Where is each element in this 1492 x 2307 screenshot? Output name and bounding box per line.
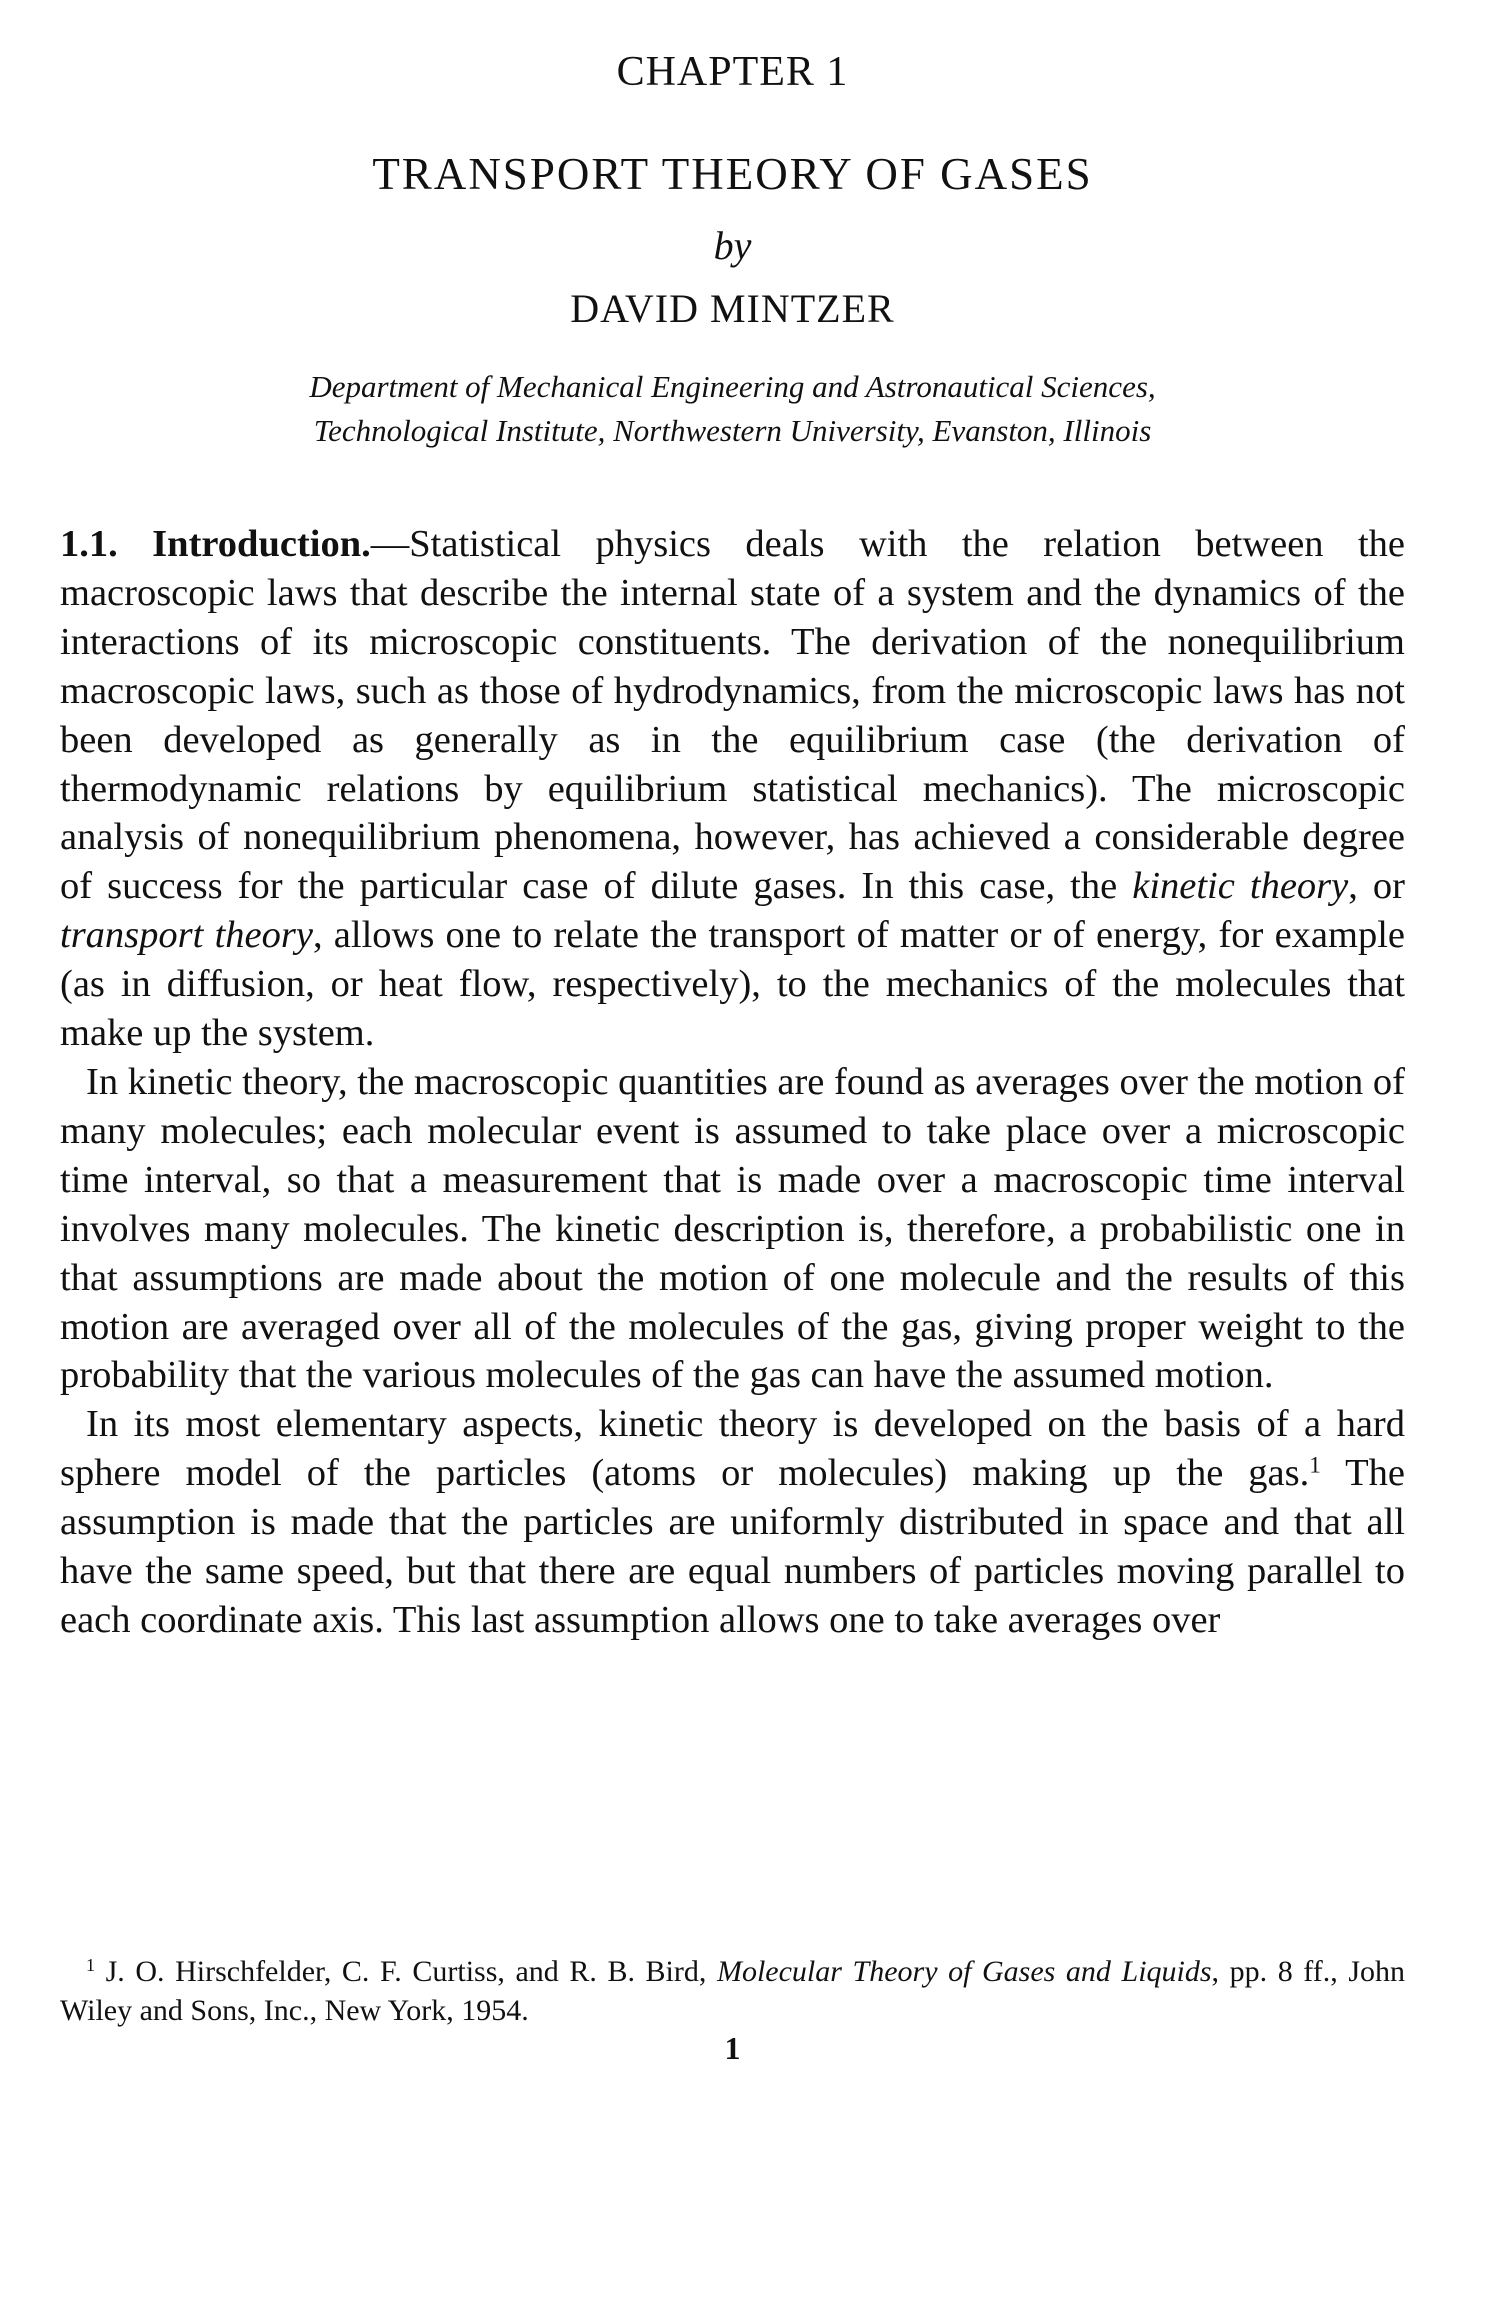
footnote-publication: , pp. 8 ff., John Wiley and Sons, Inc., New York, 1954. [60,1955,1405,2027]
chapter-label: CHAPTER 1 [616,49,849,95]
paragraph-2: In kinetic theory, the macroscopic quantities are found as averages over the motion of many molecules; each molecular event is assumed to take place over a microscopic time interval, so that a measurement that is made over a macroscopic time interval involves many molecules. The kinetic description is, therefore, a probabilistic one in that assumptions are made about the motion of one molecule and the results of this motion are averaged over all of the molecules of the gas, giving proper weight to the probability that the various molecules of the gas can have the assumed motion. [60,1060,1405,1397]
term-kinetic-theory: kinetic theory [1132,865,1349,908]
footnote-marker: 1 [86,1955,95,1976]
book-page [60,0,1405,2307]
footnote-reference[interactable]: 1 [1309,1451,1321,1478]
paragraph-1-part-a: —Statistical physics deals with the relation between the macroscopic laws that describe the internal state of a system and the dynamics of the interactions of its microscopic constituents. The derivation of the nonequilibrium macroscopic laws, such as those of hydrodynamics, from the microscopic laws has not been developed as generally as in the equilibrium case (the derivation of thermodynamic relations by equilibrium statistical mechanics). The microscopic analysis of nonequilibrium phenomena, however, has achieved a considerable degree of success for the particular case of dilute gases. In this case, the [60,523,1405,908]
footnote-book-title: Molecular Theory of Gases and Liquids [716,1955,1212,1988]
author-affiliation [60,365,1405,453]
section-heading: 1.1. Introduction. [60,523,371,565]
affiliation-line-1: Department of Mechanical Engineering and Astronautical Sciences, [309,369,1156,404]
page-number: 1 [724,2030,741,2066]
body-text [60,520,1405,1645]
affiliation-line-2: Technological Institute, Northwestern University, Evanston, Illinois [313,413,1152,448]
paragraph-1-part-c: , allows one to relate the transport of matter or of energy, for example (as in diffusion, or heat flow, respectively), to the mechanics of the molecules that make up the system. [60,914,1405,1055]
footnote-authors: J. O. Hirschfelder, C. F. Curtiss, and R. B. Bird, [95,1955,717,1988]
author-name: DAVID MINTZER [570,286,895,331]
paragraph-3 [60,1400,1405,1645]
chapter-title: TRANSPORT THEORY OF GASES [372,149,1093,199]
paragraph-1-part-b: , or [1348,865,1405,908]
term-transport-theory: transport theory [60,914,313,957]
paragraph-introduction [60,520,1405,1058]
by-line: by [713,223,752,268]
footnote [60,1952,1405,2030]
paragraph-3-part-b: The assumption is made that the particles are uniformly distributed in space and that all have the same speed, but that there are equal numbers of particles moving parallel to each coordinate axis. This last assumption allows one to take averages over [60,1452,1405,1641]
paragraph-3-part-a: In its most elementary aspects, kinetic theory is developed on the basis of a hard sphere model of the particles (atoms or molecules) making up the gas. [60,1403,1405,1495]
